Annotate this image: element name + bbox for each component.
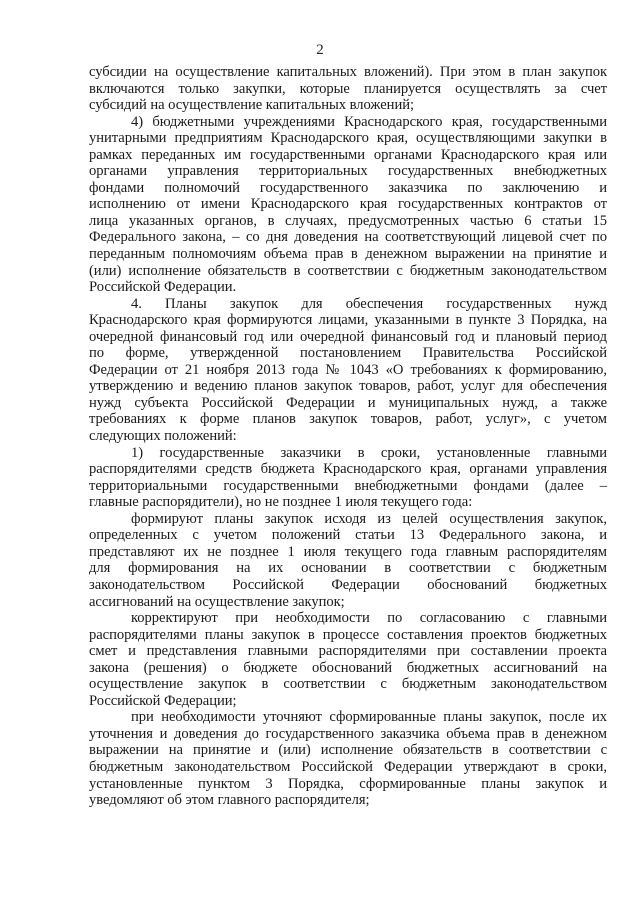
text-line: Российской Федерации;	[89, 692, 237, 709]
text-line: осуществление закупок в соответствии с бюджетным законодательством	[89, 676, 607, 693]
text-line: определенных с учетом положений статьи 13 Федерального закона, и	[89, 527, 607, 544]
text-line: для формирования на их основании в соответствии с бюджетным	[89, 560, 607, 577]
text-line: субсидий на осуществление капитальных вложений;	[89, 97, 414, 114]
text-line: рамках переданных им государственными органами Краснодарского края или	[89, 146, 607, 163]
text-line: исполнению от имени Краснодарского края государственных контрактов от	[89, 196, 607, 213]
text-line: формируют планы закупок исходя из целей осуществления закупок,	[131, 510, 607, 527]
text-line: (или) исполнение обязательств в соответствии с бюджетным законодательством	[89, 262, 607, 279]
text-line: территориальными государственными внебюджетными фондами (далее –	[89, 477, 607, 494]
text-line: выражении на принятие и (или) исполнение обязательств в соответствии с	[89, 742, 607, 759]
text-line: утверждению и ведению планов закупок товаров, работ, услуг для обеспечения	[89, 378, 607, 395]
text-line: субсидии на осуществление капитальных вложений). При этом в план закупок	[89, 64, 607, 80]
text-line: очередной финансовый год или очередной финансовый год и плановый период	[89, 328, 607, 345]
text-line: представляют их не позднее 1 июля текущего года главным распорядителям	[89, 543, 607, 560]
text-line: распорядителями планы закупок в процессе составления проектов бюджетных	[89, 626, 607, 643]
text-line: распорядителями средств бюджета Краснодарского края, органами управления	[89, 461, 607, 478]
text-line: лица указанных органов, в случаях, предусмотренных частью 6 статьи 15	[89, 212, 607, 229]
text-line: главные распорядители), но не позднее 1 июля текущего года:	[89, 494, 473, 511]
text-line: корректируют при необходимости по согласованию с главными	[131, 610, 607, 627]
text-line: нужд субъекта Российской Федерации и муниципальных нужд, а также	[89, 394, 607, 411]
text-line: фондами полномочий государственного заказчика по заключению и	[89, 179, 607, 196]
text-line: установленные пунктом 3 Порядка, сформированные планы закупок и	[89, 775, 607, 792]
page-number: 2	[316, 42, 324, 58]
text-line: 1) государственные заказчики в сроки, установленные главными	[131, 444, 607, 461]
text-line: 4) бюджетными учреждениями Краснодарского края, государственными	[131, 113, 607, 130]
text-line: Краснодарского края формируются лицами, указанными в пункте 3 Порядка, на	[89, 312, 607, 329]
text-line: Федерального закона, – со дня доведения на соответствующий лицевой счет по	[89, 229, 607, 246]
text-line: уточнения и доведения до государственного заказчика объема прав в денежном	[89, 725, 607, 742]
text-line: законодательством Российской Федерации обоснований бюджетных	[89, 576, 607, 593]
text-line: бюджетным законодательством Российской Федерации утверждают в сроки,	[89, 758, 607, 775]
document-body	[89, 64, 607, 809]
text-line: ассигнований на осуществление закупок;	[89, 593, 345, 610]
text-line: 4. Планы закупок для обеспечения государственных нужд	[131, 295, 607, 312]
text-line: переданным полномочиям объема прав в денежном выражении на принятие и	[89, 246, 607, 263]
text-line: включаются только закупки, которые планируется осуществлять за счет	[89, 80, 607, 97]
text-line: смет и представления главными распорядителями при составлении проекта	[89, 643, 607, 660]
text-line: следующих положений:	[89, 428, 237, 445]
text-line: Федерации от 21 ноября 2013 года № 1043 «О требованиях к формированию,	[89, 361, 607, 378]
text-line: требованиях к форме планов закупок товаров, работ, услуг», с учетом	[89, 411, 607, 428]
text-line: органами управления территориальных государственных внебюджетных	[89, 163, 607, 180]
text-line: Российской Федерации.	[89, 279, 237, 296]
text-line: уведомляют об этом главного распорядителя;	[89, 792, 370, 809]
text-line: при необходимости уточняют сформированные планы закупок, после их	[131, 709, 607, 726]
text-line: по форме, утвержденной постановлением Правительства Российской	[89, 345, 607, 362]
text-line: закона (решения) о бюджете обоснований бюджетных ассигнований на	[89, 659, 607, 676]
text-line: унитарными предприятиям Краснодарского края, осуществляющими закупки в	[89, 130, 607, 147]
